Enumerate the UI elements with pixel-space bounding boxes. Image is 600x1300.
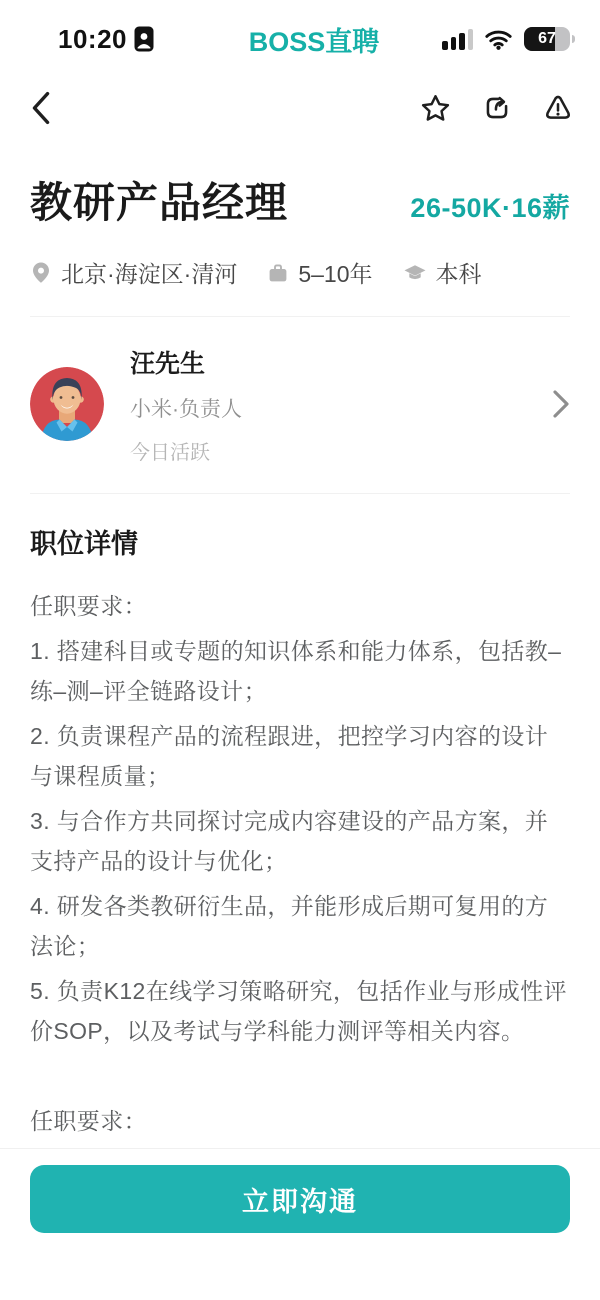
job-experience-label: 5–10年: [298, 261, 373, 287]
jd-paragraph: 任职要求：: [30, 1108, 147, 1134]
contact-card-icon: [134, 26, 154, 52]
battery-percent: 67: [538, 30, 556, 47]
recruiter-name: 汪先生: [130, 350, 206, 378]
job-salary: 26-50K·16薪: [410, 193, 570, 223]
job-education: [403, 256, 482, 289]
jd-paragraph: 2. 负责课程产品的流程跟进，把控学习内容的设计与课程质量；: [30, 723, 549, 789]
jd-paragraph: 1. 搭建科目或专题的知识体系和能力体系，包括教–练–测–评全链路设计；: [30, 638, 562, 704]
job-experience: [267, 256, 372, 289]
chevron-right-icon: [552, 389, 570, 419]
job-header: [0, 144, 600, 289]
nav-actions: [419, 92, 574, 125]
recruiter-card[interactable]: [0, 317, 600, 493]
battery-nub: [572, 35, 576, 43]
recruiter-avatar: [30, 367, 104, 441]
app-title: BOSS直聘: [248, 26, 380, 57]
graduation-cap-icon: [403, 262, 427, 284]
jd-paragraph: 5. 负责K12在线学习策略研究，包括作业与形成性评价SOP，以及考试与学科能力测评等相关内容。: [30, 978, 567, 1044]
jd-paragraph: [30, 1056, 570, 1096]
bottom-bar: [0, 1148, 600, 1300]
jd-paragraph: 任职要求：: [30, 593, 147, 619]
share-icon: [481, 92, 513, 124]
job-details-section: [0, 494, 600, 1186]
share-button[interactable]: [481, 92, 513, 124]
briefcase-icon: [267, 262, 289, 284]
back-chevron-icon: [28, 91, 54, 125]
recruiter-company-role: 小米·负责人: [130, 398, 242, 421]
wifi-icon: [485, 29, 512, 50]
recruiter-info: [130, 342, 552, 465]
section-title: 职位详情: [30, 529, 138, 559]
favorite-button[interactable]: [419, 92, 452, 125]
status-bar: [0, 0, 600, 72]
job-location-label: 北京·海淀区·清河: [61, 261, 238, 287]
location-pin-icon: [30, 261, 52, 284]
warning-icon: [542, 92, 574, 124]
clock: 10:20: [58, 23, 127, 54]
job-title: 教研产品经理: [30, 179, 289, 226]
back-button[interactable]: [28, 91, 54, 125]
star-icon: [419, 92, 452, 125]
nav-bar: [0, 72, 600, 144]
job-education-label: 本科: [435, 261, 482, 287]
status-right: [410, 27, 570, 51]
job-meta-row: [30, 256, 570, 289]
recruiter-active-status: 今日活跃: [130, 442, 210, 464]
job-description: [30, 586, 570, 1186]
job-location: [30, 256, 237, 289]
jd-paragraph: 3. 与合作方共同探讨完成内容建设的产品方案，并支持产品的设计与优化；: [30, 808, 549, 874]
report-button[interactable]: [542, 92, 574, 124]
title-row: [30, 170, 570, 230]
chat-now-button[interactable]: 立即沟通: [30, 1165, 570, 1233]
jd-paragraph: 4. 研发各类教研衍生品，并能形成后期可复用的方法论；: [30, 893, 549, 959]
battery-icon: [524, 27, 570, 51]
status-left: [58, 24, 218, 55]
signal-icon: [442, 28, 473, 50]
